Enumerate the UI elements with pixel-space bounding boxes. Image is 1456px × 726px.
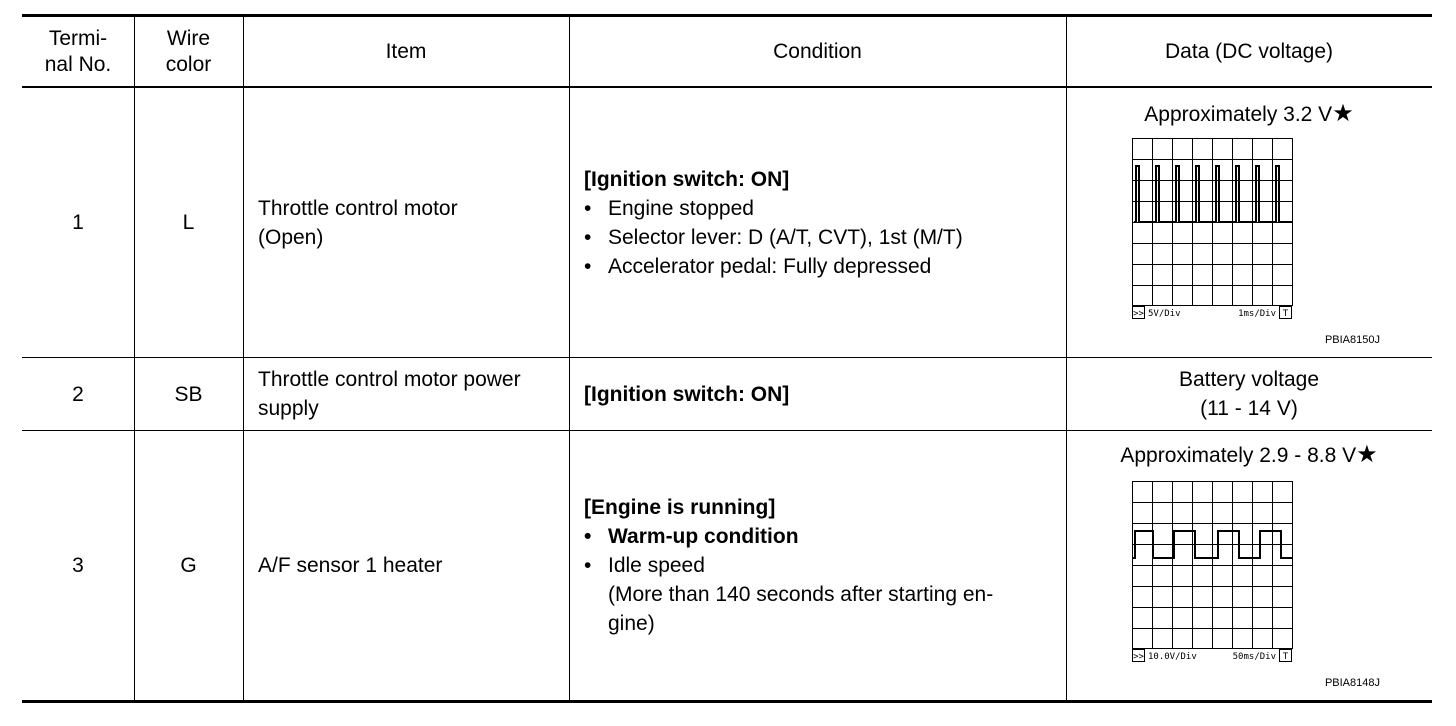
figure-code: PBIA8150J bbox=[1324, 334, 1380, 346]
header-data: Data (DC voltage) bbox=[1164, 40, 1334, 63]
svg-text:T: T bbox=[1282, 309, 1289, 319]
condition-heading: [Ignition switch: ON] bbox=[584, 382, 790, 406]
condition-bullet: • Accelerator pedal: Fully depressed bbox=[584, 254, 932, 278]
row2-terminal: 2 bbox=[72, 382, 84, 406]
svg-text:>>: >> bbox=[1133, 652, 1144, 662]
row3-condition bbox=[569, 431, 1066, 700]
row1-data-text: Approximately 3.2 V★ bbox=[1144, 100, 1354, 127]
row3-terminal: 3 bbox=[72, 554, 84, 577]
svg-text:10.0V/Div: 10.0V/Div bbox=[1148, 652, 1197, 662]
star-icon: ★ bbox=[1356, 441, 1378, 468]
table-bottom-rule bbox=[22, 700, 1432, 703]
condition-bullet: • Warm-up condition bbox=[584, 525, 799, 548]
svg-text:T: T bbox=[1282, 652, 1289, 662]
condition-bullet: • Engine stopped bbox=[584, 196, 754, 220]
svg-text:50ms/Div: 50ms/Div bbox=[1232, 652, 1276, 662]
row2-item: Throttle control motor power supply bbox=[258, 368, 521, 420]
row2-data: Battery voltage (11 - 14 V) bbox=[1178, 368, 1320, 420]
row3-item: A/F sensor 1 heater bbox=[258, 554, 443, 577]
star-icon: ★ bbox=[1332, 100, 1354, 127]
condition-heading: [Ignition switch: ON] bbox=[584, 167, 790, 191]
oscilloscope-waveform-row1 bbox=[1132, 138, 1298, 322]
row3-wire-color: G bbox=[180, 554, 197, 577]
svg-text:5V/Div: 5V/Div bbox=[1148, 309, 1181, 319]
oscilloscope-waveform-row3 bbox=[1132, 481, 1298, 665]
condition-bullet-continuation: (More than 140 seconds after starting en- gine) bbox=[608, 583, 994, 635]
row1-terminal: 1 bbox=[72, 211, 84, 234]
row2-condition bbox=[569, 358, 1066, 430]
condition-heading: [Engine is running] bbox=[584, 496, 776, 519]
row1-condition bbox=[569, 88, 1066, 357]
condition-bullet: • Idle speed bbox=[584, 554, 705, 577]
row1-item: Throttle control motor (Open) bbox=[258, 196, 458, 249]
row3-data-text: Approximately 2.9 - 8.8 V★ bbox=[1120, 441, 1378, 468]
header-terminal: Termi- nal No. bbox=[44, 26, 112, 76]
svg-text:1ms/Div: 1ms/Div bbox=[1238, 309, 1276, 319]
row1-data bbox=[1066, 88, 1432, 357]
figure-code: PBIA8148J bbox=[1324, 677, 1380, 689]
svg-text:>>: >> bbox=[1133, 309, 1144, 319]
row2-wire-color: SB bbox=[174, 382, 203, 406]
header-wire-color: Wire color bbox=[165, 26, 212, 76]
row1-wire-color: L bbox=[182, 211, 195, 234]
condition-bullet: • Selector lever: D (A/T, CVT), 1st (M/T) bbox=[584, 225, 963, 249]
header-item: Item bbox=[385, 40, 427, 63]
row3-data bbox=[1066, 431, 1432, 700]
header-condition: Condition bbox=[773, 40, 862, 63]
